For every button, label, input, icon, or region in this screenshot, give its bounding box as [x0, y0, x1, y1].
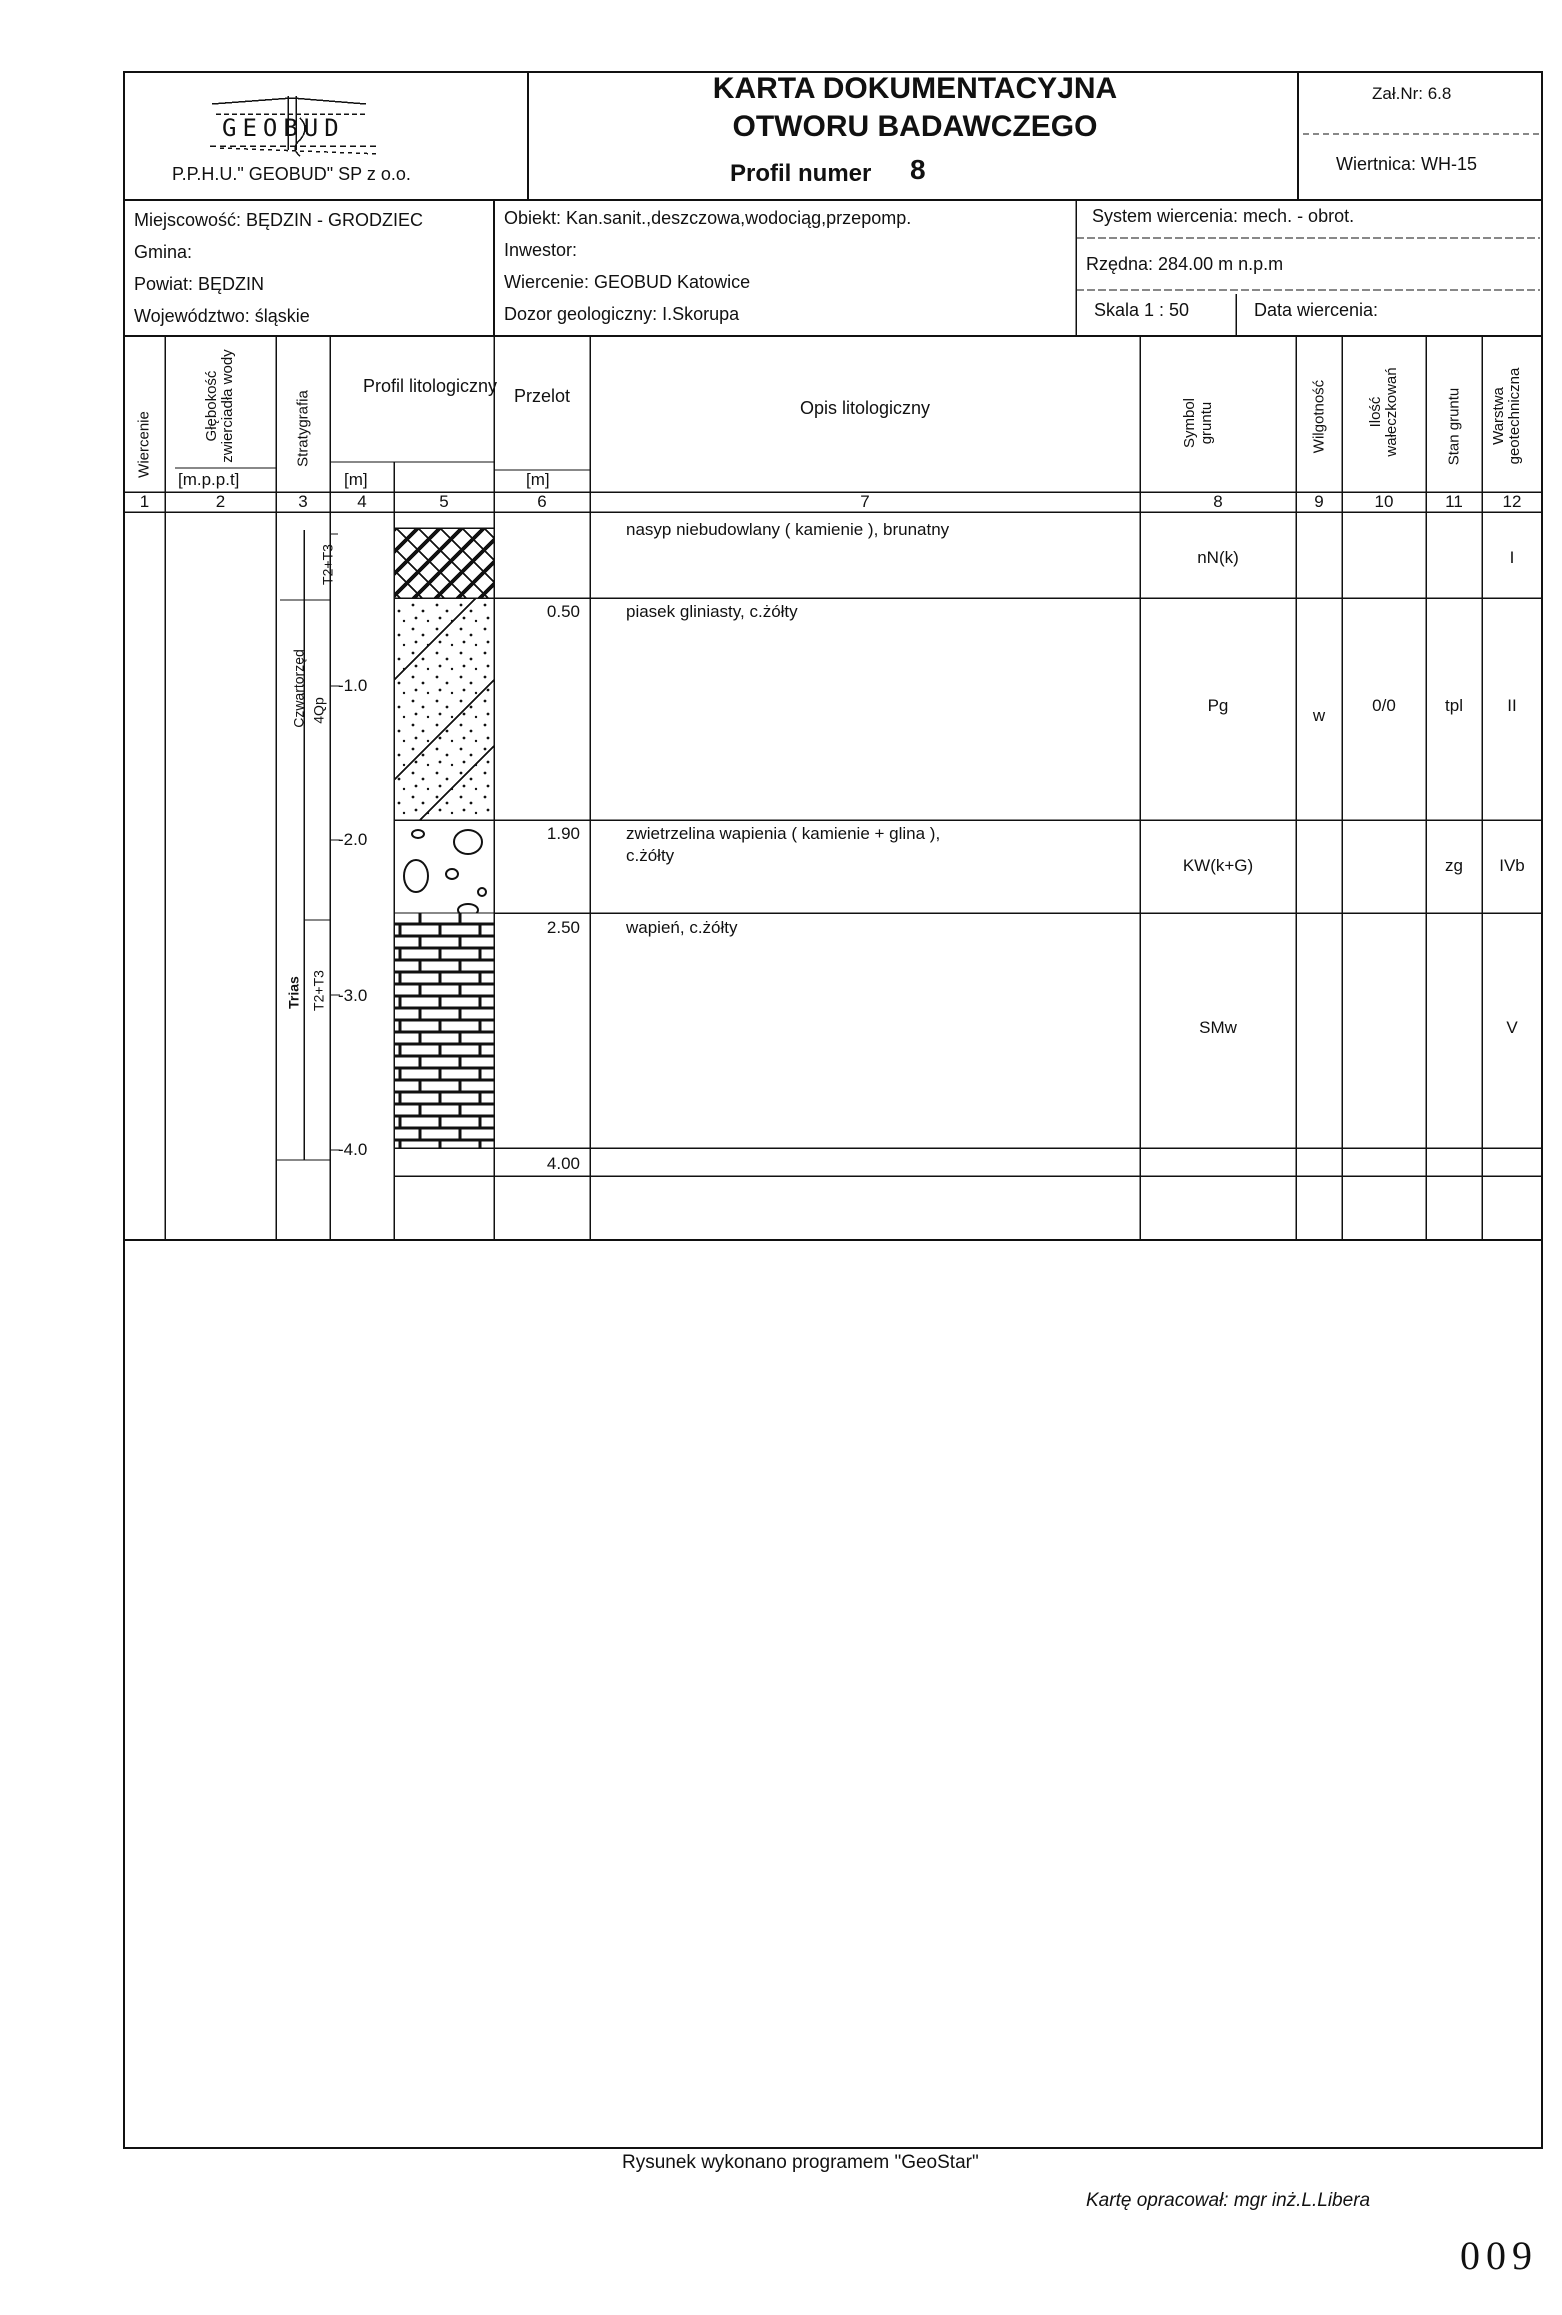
- col-geotech-layer-header: Warstwa geotechniczna: [1490, 367, 1523, 465]
- col-number-9: 9: [1314, 492, 1324, 511]
- stratigraphy-code-quaternary: 4Qp: [310, 697, 327, 724]
- stratigraphy-code-triassic: T2+T3: [310, 970, 327, 1011]
- depth-tick-4: -4.0: [338, 1140, 368, 1159]
- profile-number: 8: [910, 154, 926, 185]
- stratigraphy-age-quaternary: Czwartorzęd: [290, 649, 307, 728]
- col-rolling-count-header: Ilość wałeczkowań: [1367, 367, 1400, 457]
- layer-3-geotech: IVb: [1499, 856, 1525, 875]
- layer-2-description: piasek gliniasty, c.żółty: [626, 602, 798, 621]
- col-number-11: 11: [1445, 492, 1463, 511]
- county: Powiat: BĘDZIN: [134, 274, 265, 294]
- col-number-2: 2: [215, 492, 226, 511]
- stratigraphy-sub-q: T2+T3: [319, 544, 336, 585]
- outer-frame: [124, 72, 1542, 2148]
- drilling-date: Data wiercenia:: [1254, 300, 1379, 320]
- col-number-12: 12: [1502, 492, 1522, 511]
- layer-4-description: wapień, c.żółty: [626, 918, 738, 937]
- layer-4-geotech: V: [1506, 1018, 1518, 1037]
- layer-2-symbol: Pg: [1207, 696, 1229, 715]
- col-number-8: 8: [1213, 492, 1223, 511]
- col-water-depth-header: Głębokość zwierciadła wody: [203, 349, 236, 463]
- layer-2-rolling-count: 0/0: [1372, 696, 1396, 715]
- layer-3-symbol: KW(k+G): [1182, 856, 1254, 875]
- layer-2-geotech: II: [1507, 696, 1517, 715]
- fill-pattern: [394, 528, 494, 598]
- layer-2-soil-state: tpl: [1445, 696, 1463, 715]
- limestone-brick-pattern: [394, 913, 494, 1148]
- col-water-depth-unit: [m.p.p.t]: [178, 470, 240, 489]
- drilling-system: System wiercenia: mech. - obrot.: [1092, 206, 1355, 226]
- col-lithology-profile-header: Profil litologiczny: [362, 376, 498, 396]
- col-description-header: Opis litologiczny: [799, 398, 931, 418]
- elevation: Rzędna: 284.00 m n.p.m: [1086, 254, 1284, 274]
- col-soil-state-header: Stan gruntu: [1445, 387, 1463, 466]
- layer-2-moisture: w: [1312, 706, 1326, 725]
- depth-tick-2: -2.0: [338, 830, 368, 849]
- col-drilling-header: Wiercenie: [135, 411, 153, 478]
- col-moisture-header: Wilgotność: [1310, 379, 1328, 454]
- col-soil-symbol-header: Symbol gruntu: [1181, 397, 1215, 449]
- object: Obiekt: Kan.sanit.,deszczowa,wodociąg,przepomp.: [504, 208, 912, 228]
- geological-supervision: Dozor geologiczny: I.Skorupa: [504, 304, 740, 324]
- clayey-sand-pattern: [394, 598, 494, 820]
- layer-4-passage: 2.50: [546, 918, 580, 937]
- col-passage-unit: [m]: [526, 470, 550, 489]
- layer-3-description: zwietrzelina wapienia ( kamienie + glina ),: [626, 824, 941, 843]
- logo-text: GEOBUD: [222, 114, 345, 142]
- drilling-company: Wiercenie: GEOBUD Katowice: [504, 272, 751, 292]
- col-number-3: 3: [298, 492, 308, 511]
- col-number-5: 5: [439, 492, 449, 511]
- layer-4-symbol: SMw: [1199, 1018, 1237, 1037]
- drilling-rig: Wiertnica: WH-15: [1336, 154, 1478, 174]
- company-name: P.P.H.U." GEOBUD" SP z o.o.: [172, 164, 411, 184]
- scale: Skala 1 : 50: [1094, 300, 1190, 320]
- col-stratigraphy-header: Stratygrafia: [294, 390, 312, 467]
- program-note: Rysunek wykonano programem "GeoStar": [622, 2152, 979, 2173]
- page-number: 009: [1460, 2233, 1538, 2278]
- layer-1-geotech: I: [1509, 548, 1515, 567]
- layer-3-passage: 1.90: [546, 824, 580, 843]
- depth-tick-3: -3.0: [338, 986, 368, 1005]
- layer-3-description-2: c.żółty: [626, 846, 675, 865]
- author-note: Kartę opracował: mgr inż.L.Libera: [1086, 2190, 1371, 2211]
- title-line-1: KARTA DOKUMENTACYJNA: [712, 72, 1118, 105]
- end-depth: 4.00: [546, 1154, 580, 1173]
- weathered-limestone-pattern: [404, 830, 486, 916]
- col-number-7: 7: [860, 492, 870, 511]
- profile-label: Profil numer: [730, 160, 872, 187]
- title-line-2: OTWORU BADAWCZEGO: [732, 110, 1098, 143]
- attachment-number: Zał.Nr: 6.8: [1372, 84, 1452, 103]
- depth-tick-1: -1.0: [338, 676, 368, 695]
- col-number-1: 1: [139, 492, 150, 511]
- col-number-10: 10: [1374, 492, 1394, 511]
- layer-2-passage: 0.50: [546, 602, 580, 621]
- col-passage-header: Przelot: [513, 386, 571, 406]
- layer-1-description: nasyp niebudowlany ( kamienie ), brunatny: [626, 520, 950, 539]
- stratigraphy-age-triassic: Trias: [285, 976, 302, 1009]
- layer-1-symbol: nN(k): [1197, 548, 1239, 567]
- layer-3-soil-state: zg: [1445, 856, 1463, 875]
- investor: Inwestor:: [504, 240, 578, 260]
- commune: Gmina:: [134, 242, 193, 262]
- col-lithology-profile-unit: [m]: [344, 470, 368, 489]
- voivodeship: Województwo: śląskie: [134, 306, 310, 326]
- col-number-4: 4: [357, 492, 367, 511]
- col-number-6: 6: [537, 492, 547, 511]
- locality: Miejscowość: BĘDZIN - GRODZIEC: [134, 210, 424, 230]
